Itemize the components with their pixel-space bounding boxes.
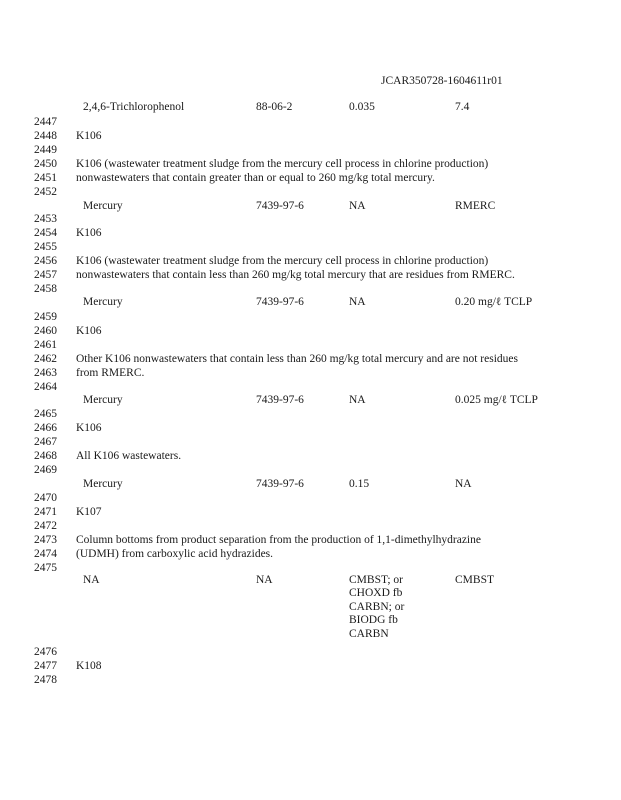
line-number: 2465 <box>34 408 57 420</box>
line-number: 2476 <box>34 646 57 658</box>
line-number: 2460 <box>34 325 57 337</box>
technology-line: CHOXD fb <box>349 587 403 600</box>
line-number: 2471 <box>34 506 57 518</box>
line-number: 2451 <box>34 172 57 184</box>
line-number: 2464 <box>34 381 57 393</box>
line-number: 2456 <box>34 255 57 267</box>
waste-code: K107 <box>76 506 102 518</box>
waste-description-line: Column bottoms from product separation from the production of 1,1-dimethylhydrazine <box>76 534 481 546</box>
line-number: 2477 <box>34 660 57 672</box>
constituent-name: Mercury <box>83 394 123 406</box>
wastewater-standard: 0.15 <box>349 478 370 490</box>
nonwastewater-standard: 0.025 mg/ℓ TCLP <box>455 394 538 406</box>
line-number: 2455 <box>34 241 57 253</box>
line-number: 2447 <box>34 116 57 128</box>
line-number: 2475 <box>34 562 57 574</box>
line-number: 2472 <box>34 520 57 532</box>
constituent-name: Mercury <box>83 296 123 308</box>
waste-description-line: All K106 wastewaters. <box>76 450 182 462</box>
nonwastewater-standard: 0.20 mg/ℓ TCLP <box>455 296 533 308</box>
nonwastewater-standard: RMERC <box>455 200 496 212</box>
waste-code: K106 <box>76 422 102 434</box>
technology-line: CMBST; or <box>349 574 404 586</box>
constituent-name: 2,4,6-Trichlorophenol <box>83 101 185 113</box>
cas-number: 88-06-2 <box>256 101 293 113</box>
line-number: 2462 <box>34 353 57 365</box>
line-number: 2473 <box>34 534 57 546</box>
cas-number: 7439-97-6 <box>256 296 304 308</box>
line-number: 2449 <box>34 144 57 156</box>
line-number: 2450 <box>34 158 57 170</box>
technology-line: CARBN <box>349 627 389 640</box>
waste-code: K106 <box>76 130 102 142</box>
waste-description-line: K106 (wastewater treatment sludge from the mercury cell process in chlorine production) <box>76 255 489 267</box>
line-number: 2463 <box>34 367 57 379</box>
cas-number: 7439-97-6 <box>256 200 304 212</box>
line-number: 2468 <box>34 450 57 462</box>
waste-code: K106 <box>76 227 102 239</box>
line-number: 2457 <box>34 269 57 281</box>
line-number: 2459 <box>34 311 57 323</box>
cas-number: 7439-97-6 <box>256 394 304 406</box>
waste-description-line: Other K106 nonwastewaters that contain less than 260 mg/kg total mercury and are not residues <box>76 353 518 365</box>
wastewater-technology-list <box>349 574 404 641</box>
constituent-name: Mercury <box>83 200 123 212</box>
line-number: 2448 <box>34 130 57 142</box>
waste-description-line: nonwastewaters that contain less than 260 mg/kg total mercury that are residues from RMERC. <box>76 269 515 281</box>
line-number: 2467 <box>34 436 57 448</box>
line-number: 2458 <box>34 283 57 295</box>
wastewater-standard: NA <box>349 394 366 406</box>
cas-number: 7439-97-6 <box>256 478 304 490</box>
line-number: 2461 <box>34 339 57 351</box>
waste-description-line: from RMERC. <box>76 367 145 379</box>
nonwastewater-standard: NA <box>455 478 472 490</box>
document-id: JCAR350728-1604611r01 <box>381 75 503 87</box>
cas-number: NA <box>256 574 273 586</box>
technology-line: CARBN; or <box>349 600 405 613</box>
technology-line: BIODG fb <box>349 614 398 627</box>
line-number: 2453 <box>34 213 57 225</box>
waste-description-line: K106 (wastewater treatment sludge from the mercury cell process in chlorine production) <box>76 158 489 170</box>
line-number: 2466 <box>34 422 57 434</box>
wastewater-standard: 0.035 <box>349 101 375 113</box>
wastewater-standard: NA <box>349 296 366 308</box>
line-number: 2454 <box>34 227 57 239</box>
waste-code: K106 <box>76 325 102 337</box>
line-number: 2478 <box>34 674 57 686</box>
line-number: 2470 <box>34 492 57 504</box>
waste-description-line: (UDMH) from carboxylic acid hydrazides. <box>76 548 274 560</box>
nonwastewater-standard: 7.4 <box>455 101 470 113</box>
line-number: 2452 <box>34 186 57 198</box>
waste-code: K108 <box>76 660 102 672</box>
wastewater-standard: NA <box>349 200 366 212</box>
constituent-name: NA <box>83 574 100 586</box>
nonwastewater-standard: CMBST <box>455 574 494 586</box>
constituent-name: Mercury <box>83 478 123 490</box>
line-number: 2474 <box>34 548 57 560</box>
line-number: 2469 <box>34 464 57 476</box>
waste-description-line: nonwastewaters that contain greater than or equal to 260 mg/kg total mercury. <box>76 172 435 184</box>
